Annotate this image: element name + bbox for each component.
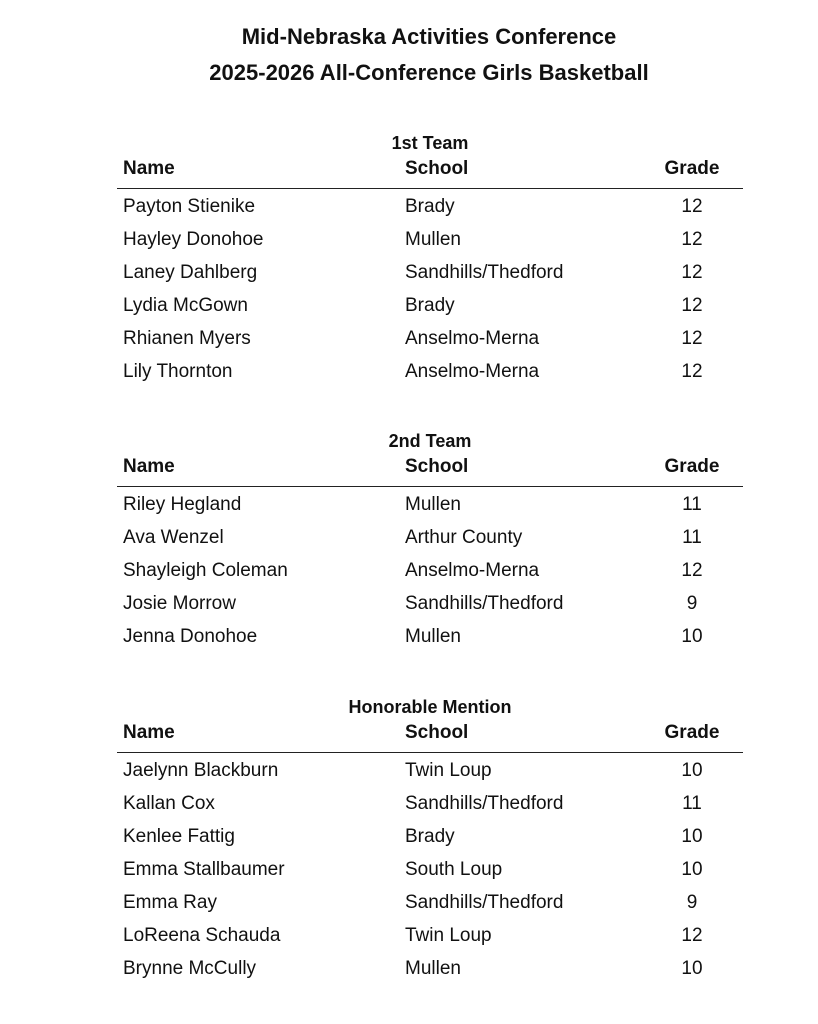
- table-header: [117, 456, 743, 487]
- player-school: Brady: [405, 295, 455, 316]
- player-name: Hayley Donohoe: [123, 229, 264, 250]
- column-header-school: School: [405, 456, 469, 477]
- table-row: [117, 354, 743, 387]
- column-header-grade: Grade: [664, 456, 720, 477]
- column-header-grade: Grade: [664, 158, 720, 179]
- table-row: [117, 819, 743, 852]
- table-header: [117, 158, 743, 189]
- player-school: Brady: [405, 826, 455, 847]
- player-grade: 9: [686, 593, 698, 614]
- player-school: Mullen: [405, 626, 461, 647]
- column-header-name: Name: [123, 456, 175, 477]
- player-school: Arthur County: [405, 527, 523, 548]
- player-school: Anselmo-Merna: [405, 361, 540, 382]
- table-row: [117, 852, 743, 885]
- section-honorable-mention: [117, 697, 743, 984]
- player-name: Shayleigh Coleman: [123, 560, 288, 581]
- table-row: [117, 321, 743, 354]
- column-header-name: Name: [123, 722, 175, 743]
- document-title: Mid-Nebraska Activities Conference: [241, 24, 617, 49]
- player-name: Emma Ray: [123, 892, 217, 913]
- player-name: Emma Stallbaumer: [123, 859, 285, 880]
- player-grade: 10: [681, 958, 703, 979]
- player-name: Jenna Donohoe: [123, 626, 258, 647]
- player-grade: 11: [682, 527, 702, 548]
- player-name: Payton Stienike: [123, 196, 256, 217]
- table-row: [117, 951, 743, 984]
- table-row: [117, 885, 743, 918]
- player-school: Sandhills/Thedford: [405, 793, 564, 814]
- table-row: [117, 288, 743, 321]
- section-title: Honorable Mention: [348, 697, 512, 717]
- player-school: Mullen: [405, 958, 461, 979]
- table-header: [117, 722, 743, 753]
- column-header-name: Name: [123, 158, 175, 179]
- player-school: Mullen: [405, 494, 461, 515]
- player-grade: 12: [681, 295, 703, 316]
- player-grade: 12: [681, 328, 703, 349]
- player-school: South Loup: [405, 859, 503, 880]
- table-row: [117, 553, 743, 586]
- table-row: [117, 520, 743, 553]
- player-grade: 12: [681, 361, 703, 382]
- player-name: LoReena Schauda: [123, 925, 281, 946]
- section-title: 2nd Team: [388, 431, 472, 451]
- table-row: [117, 487, 743, 520]
- player-grade: 10: [681, 859, 703, 880]
- table-row: [117, 918, 743, 951]
- player-name: Kenlee Fattig: [123, 826, 235, 847]
- section-title: 1st Team: [391, 133, 469, 153]
- player-grade: 12: [681, 196, 703, 217]
- column-header-grade: Grade: [664, 722, 720, 743]
- column-header-school: School: [405, 722, 469, 743]
- table-row: [117, 586, 743, 619]
- player-school: Twin Loup: [405, 925, 492, 946]
- player-grade: 10: [681, 826, 703, 847]
- section-1st-team: [117, 133, 743, 387]
- player-school: Anselmo-Merna: [405, 560, 540, 581]
- player-name: Lydia McGown: [123, 295, 248, 316]
- player-grade: 12: [681, 229, 703, 250]
- player-school: Mullen: [405, 229, 461, 250]
- table-row: [117, 619, 743, 652]
- player-name: Brynne McCully: [123, 958, 257, 979]
- column-header-school: School: [405, 158, 469, 179]
- player-school: Sandhills/Thedford: [405, 593, 564, 614]
- section-2nd-team: [117, 431, 743, 652]
- player-grade: 10: [681, 626, 703, 647]
- player-name: Rhianen Myers: [123, 328, 251, 349]
- player-grade: 11: [682, 494, 702, 515]
- player-name: Lily Thornton: [123, 361, 233, 382]
- table-row: [117, 255, 743, 288]
- player-school: Sandhills/Thedford: [405, 262, 564, 283]
- player-school: Brady: [405, 196, 455, 217]
- table-row: [117, 222, 743, 255]
- table-row: [117, 189, 743, 222]
- player-grade: 12: [681, 560, 703, 581]
- player-grade: 9: [686, 892, 698, 913]
- player-school: Sandhills/Thedford: [405, 892, 564, 913]
- player-name: Ava Wenzel: [123, 527, 224, 548]
- player-grade: 12: [681, 262, 703, 283]
- player-name: Jaelynn Blackburn: [123, 760, 279, 781]
- player-name: Kallan Cox: [123, 793, 215, 814]
- player-grade: 10: [681, 760, 703, 781]
- table-row: [117, 753, 743, 786]
- player-school: Twin Loup: [405, 760, 492, 781]
- player-school: Anselmo-Merna: [405, 328, 540, 349]
- player-name: Riley Hegland: [123, 494, 242, 515]
- player-name: Josie Morrow: [123, 593, 236, 614]
- table-row: [117, 786, 743, 819]
- player-grade: 12: [681, 925, 703, 946]
- player-name: Laney Dahlberg: [123, 262, 258, 283]
- document-subtitle: 2025-2026 All-Conference Girls Basketball: [209, 60, 649, 85]
- player-grade: 11: [682, 793, 702, 814]
